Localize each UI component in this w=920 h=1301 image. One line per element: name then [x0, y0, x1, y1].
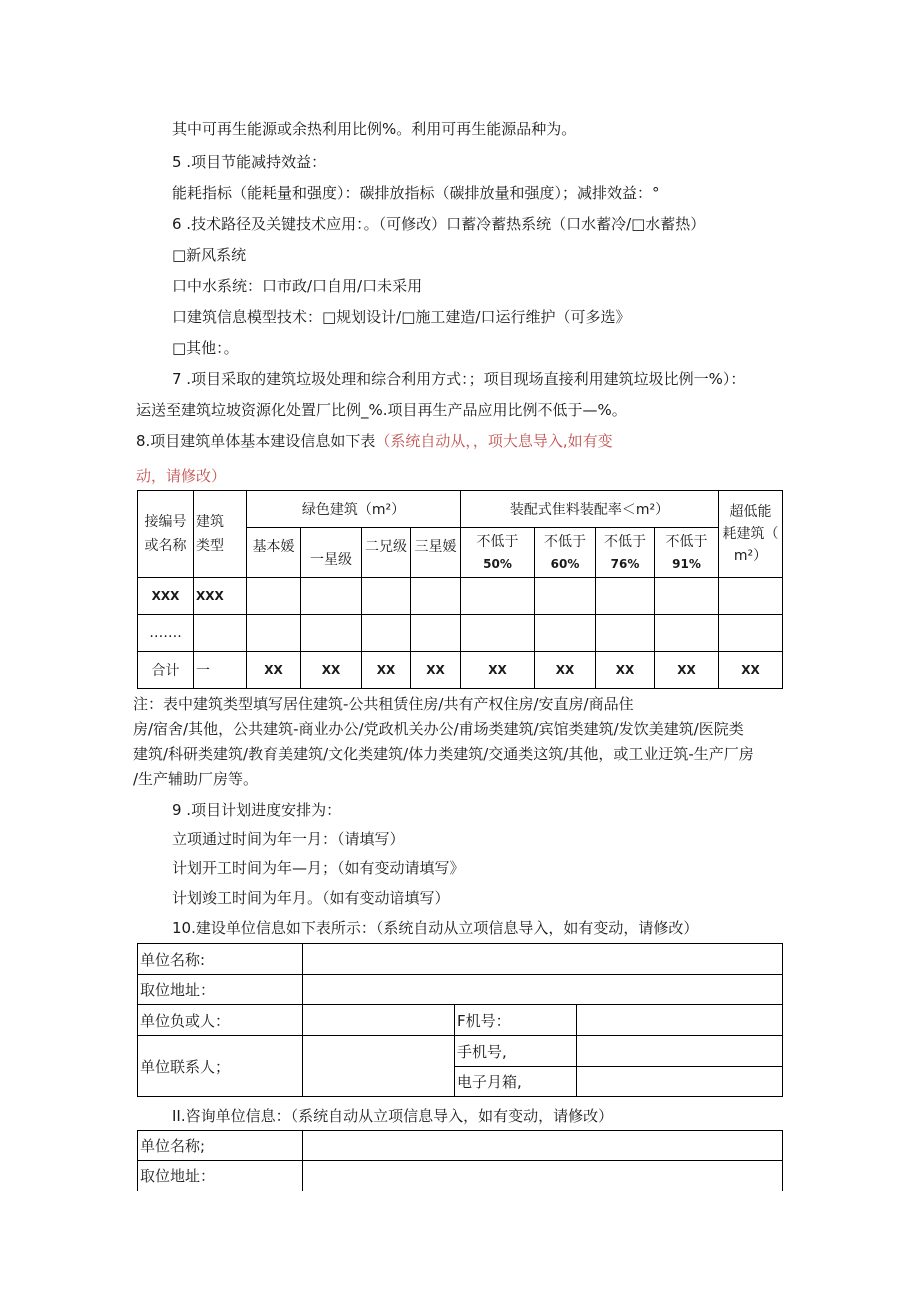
prefab-91: 不低于 91% — [655, 528, 719, 578]
total-value: XX — [719, 652, 783, 689]
total-value: XX — [411, 652, 461, 689]
green-one-star: 一星级 — [301, 528, 362, 578]
approval-time: 立项通过时间为年一月：（请填写） — [172, 830, 405, 848]
header-prefab-rate: 装配式隹料装配率＜m²） — [461, 491, 719, 528]
fresh-air-option: □新风系统 — [172, 246, 247, 264]
table-row — [138, 578, 783, 615]
table-row — [138, 615, 783, 652]
bim-option: 口建筑信息模型技术：□规划设计/□施工建造/口运行维护（可多选》 — [172, 308, 631, 326]
contact-email-value — [577, 1067, 783, 1097]
header-building-type: 建筑 类型 — [194, 491, 247, 578]
consulting-unit-table — [137, 1130, 783, 1191]
total-value: XX — [461, 652, 535, 689]
item6-heading: 6 .技术路径及关键技术应用：。（可修改）口蓄冷蓄热系统（口水蓄冷/□水蓄热） — [172, 215, 706, 233]
total-value: XX — [362, 652, 411, 689]
consult-name-value — [303, 1131, 783, 1161]
green-three-star: 三星媛 — [411, 528, 461, 578]
green-two-star: 二兄级 — [362, 528, 411, 578]
contact-mobile-value — [577, 1036, 783, 1067]
prefab-60: 不低于 60% — [535, 528, 596, 578]
total-type: 一 — [194, 652, 247, 689]
unit-address-value — [303, 975, 783, 1005]
prefab-76: 不低于 76% — [596, 528, 655, 578]
consult-name-label: 单位名称; — [138, 1131, 303, 1161]
unit-contact-value — [303, 1036, 455, 1097]
consult-address-label: 取位地址： — [138, 1161, 303, 1191]
unit-leader-value — [303, 1005, 455, 1036]
item8-heading — [136, 431, 613, 451]
table-note-line: 房/宿舍/其他，公共建筑-商业办公/党政机关办公/甫场类建筑/宾馆类建筑/发饮美建筑/医院类 — [133, 720, 744, 738]
total-value: XX — [301, 652, 362, 689]
renewable-energy-line: 其中可再生能源或余热利用比例%。利用可再生能源品种为。 — [172, 120, 577, 138]
unit-leader-label: 单位负或人： — [138, 1005, 303, 1036]
green-basic: 基本媛 — [247, 528, 301, 578]
item8-system-note-cont: 动，请修改） — [136, 467, 227, 485]
row2-ellipsis: ……. — [138, 615, 194, 652]
header-number-name: 接编号 或名称 — [138, 491, 194, 578]
item9-heading: 9 .项目计划进度安排为： — [172, 801, 342, 819]
contact-mobile-label: 手机号, — [455, 1036, 577, 1067]
header-ultra-low-energy: 超低能 耗建筑（ m²） — [719, 491, 783, 578]
row1-number: XXX — [138, 578, 194, 615]
contact-email-label: 电子月箱, — [455, 1067, 577, 1097]
item8-system-note: （系统自动从，，项大息导入,如有变 — [375, 432, 613, 450]
item10-heading: 10.建设单位信息如下表所示：（系统自动从立项信息导入，如有变动，请修改） — [172, 919, 699, 937]
table-note-line: /生产辅助厂房等。 — [133, 770, 259, 788]
item8-text: 8.项目建筑单体基本建设信息如下表 — [136, 432, 376, 450]
table-note-line: 注：表中建筑类型填写居住建筑-公共租赁住房/共有产权住房/安直房/商品住 — [133, 695, 634, 713]
reclaimed-water-option: 口中水系统：口市政/口自用/口未采用 — [172, 277, 423, 295]
row1-type: XXX — [194, 578, 247, 615]
item5-heading: 5 .项目节能减持效益： — [172, 153, 327, 171]
unit-contact-label: 单位联系人； — [138, 1036, 303, 1097]
construction-unit-table — [137, 943, 783, 1097]
header-green-building: 绿色建筑（m²） — [247, 491, 461, 528]
prefab-50: 不低于 50% — [461, 528, 535, 578]
unit-address-label: 取位地址： — [138, 975, 303, 1005]
leader-phone-label: F机号： — [455, 1005, 577, 1036]
leader-phone-value — [577, 1005, 783, 1036]
total-value: XX — [247, 652, 301, 689]
energy-indicator-line: 能耗指标（能耗量和强度）：碳排放指标（碳排放量和强度）；减排效益：° — [172, 184, 660, 202]
total-value: XX — [655, 652, 719, 689]
item7-continuation: 运送至建筑垃坡资源化处置厂比例_%.项目再生产品应用比例不低于—%。 — [136, 401, 627, 419]
total-row — [138, 652, 783, 689]
other-option: □其他：。 — [172, 339, 239, 357]
consult-address-value — [303, 1161, 783, 1191]
start-time: 计划开工时间为年—月；（如有变动请填写》 — [172, 859, 465, 877]
table-note-line: 建筑/科研类建筑/教育美建筑/文化类建筑/体力类建筑/交通类这筑/其他，或工业迂筑-生产厂房 — [133, 745, 754, 763]
item11-heading: II.咨询单位信息：（系统自动从立项信息导入，如有变动，请修改） — [172, 1107, 614, 1125]
total-value: XX — [535, 652, 596, 689]
item7-heading: 7 .项目采取的建筑垃圾处理和综合利用方式：；项目现场直接利用建筑垃圾比例一%）： — [172, 370, 746, 388]
unit-name-value — [303, 944, 783, 975]
total-value: XX — [596, 652, 655, 689]
building-info-table — [137, 490, 783, 689]
total-label: 合计 — [138, 652, 194, 689]
unit-name-label: 单位名称: — [138, 944, 303, 975]
completion-time: 计划竣工时间为年月。（如有变动谙填写） — [172, 889, 450, 907]
